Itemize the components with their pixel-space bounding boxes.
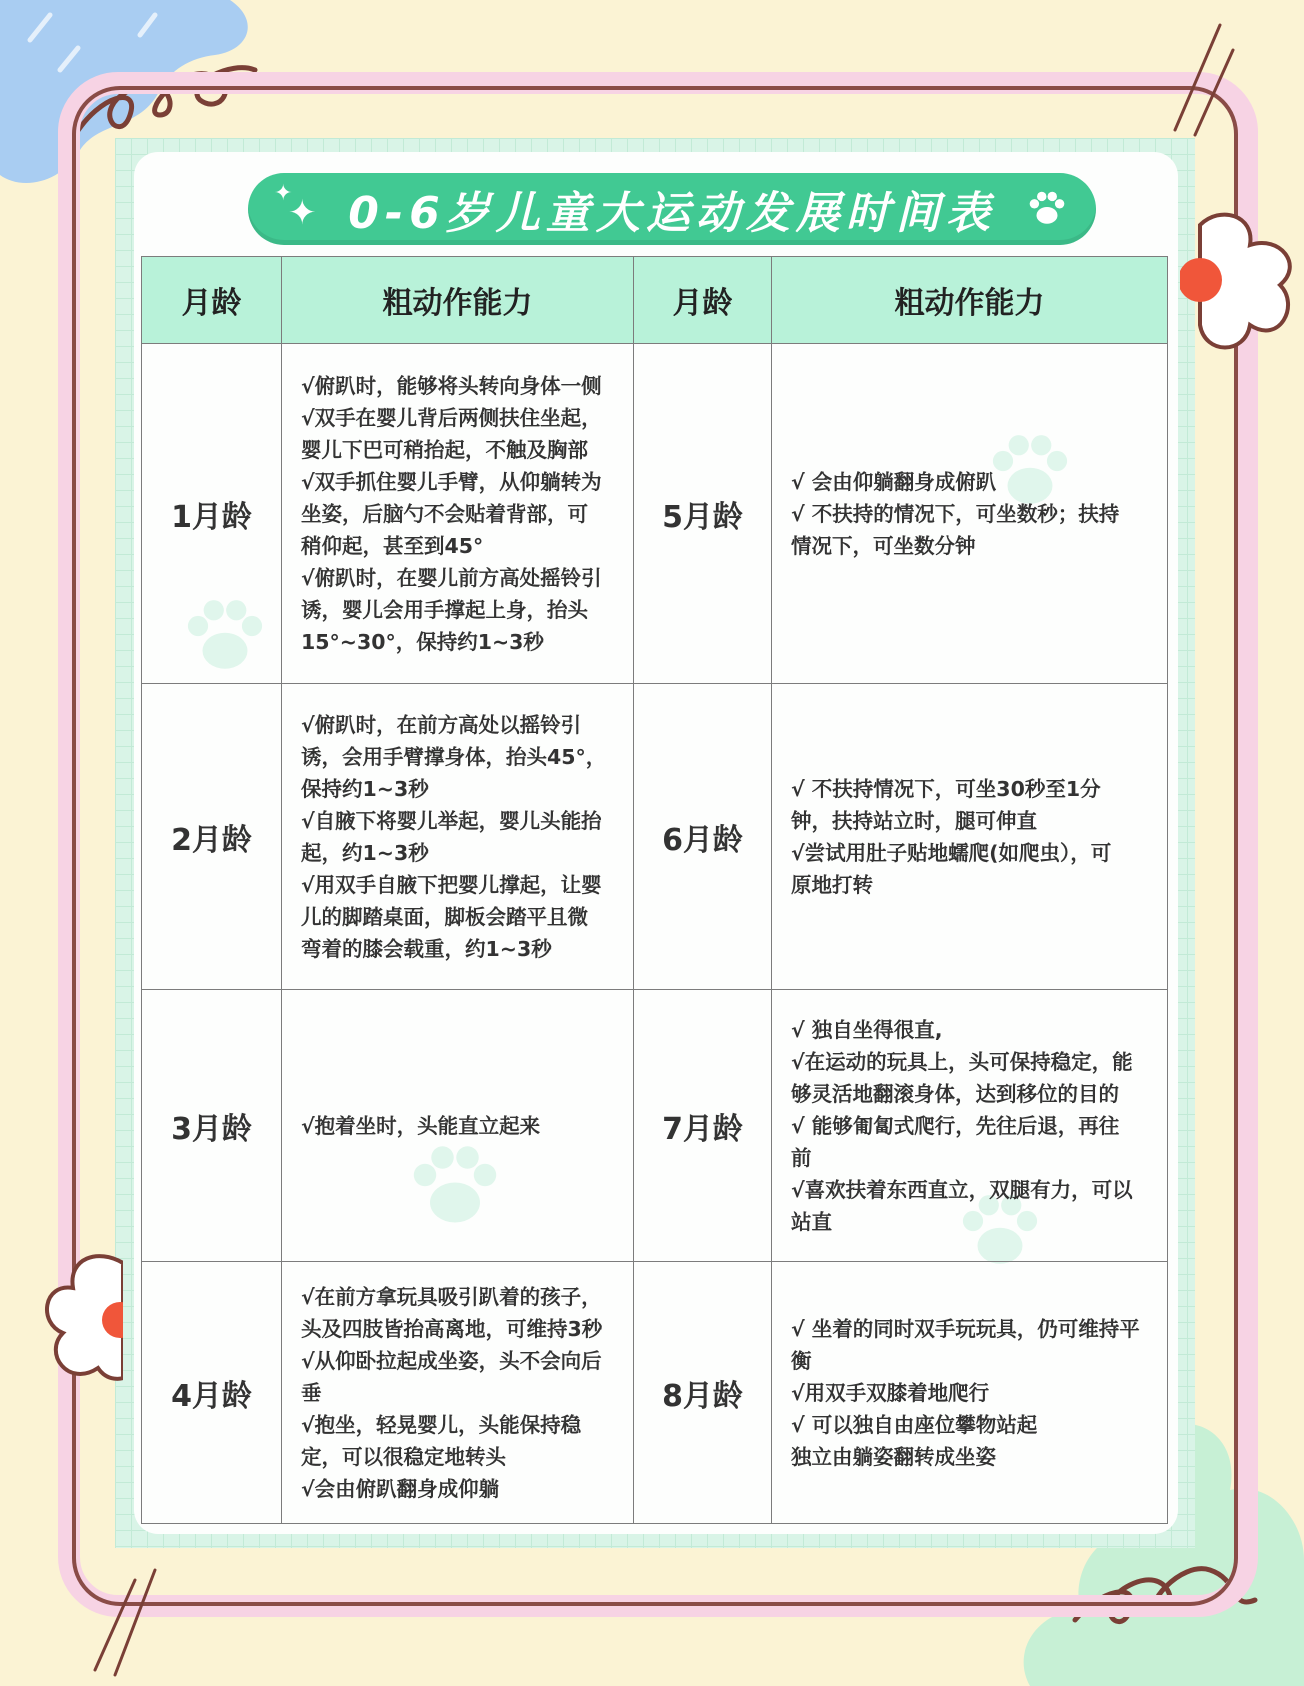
flower-icon — [1180, 205, 1304, 360]
slash-marks-decoration — [90, 1560, 160, 1680]
sparkle-icon: ✦ — [274, 181, 293, 206]
slash-marks-decoration — [1165, 20, 1235, 140]
development-table — [141, 256, 1168, 1524]
ability-line: 保持约1~3秒 — [301, 776, 429, 801]
ability-line: √用双手双膝着地爬行 — [791, 1380, 990, 1405]
ability-line: √ 会由仰躺翻身成俯趴 — [791, 469, 997, 494]
age-cell-left: 2月龄 — [142, 684, 282, 990]
sparkle-icon: ✦ — [288, 193, 317, 233]
ability-line: √俯趴时，在婴儿前方高处摇铃引 — [301, 565, 602, 590]
ability-line: √抱着坐时，头能直立起来 — [301, 1113, 541, 1138]
ability-line: 情况下，可坐数分钟 — [791, 533, 976, 558]
ability-line: √在运动的玩具上，头可保持稳定，能 — [791, 1049, 1133, 1074]
flower-icon — [38, 1248, 123, 1388]
ability-line: √用双手自腋下把婴儿撑起，让婴 — [301, 872, 602, 897]
ability-line: 独立由躺姿翻转成坐姿 — [791, 1444, 996, 1469]
ability-line: 衡 — [791, 1348, 812, 1373]
header-ability-right: 粗动作能力 — [772, 257, 1168, 344]
ability-line: √ 不扶持情况下，可坐30秒至1分 — [791, 776, 1101, 801]
ability-line: √喜欢扶着东西直立，双腿有力，可以 — [791, 1177, 1133, 1202]
ability-line: 儿的脚踏桌面，脚板会踏平且微 — [301, 904, 588, 929]
ability-line: 站直 — [791, 1209, 832, 1234]
ability-line: √自腋下将婴儿举起，婴儿头能抬 — [301, 808, 602, 833]
ability-line: 够灵活地翻滚身体，达到移位的目的 — [791, 1081, 1119, 1106]
age-cell-right: 8月龄 — [634, 1262, 772, 1524]
ability-line: √ 不扶持的情况下，可坐数秒；扶持 — [791, 501, 1120, 526]
table-row — [142, 990, 1168, 1262]
ability-line: √俯趴时，在前方高处以摇铃引 — [301, 712, 582, 737]
age-cell-left: 3月龄 — [142, 990, 282, 1262]
header-age-left: 月龄 — [142, 257, 282, 344]
header-ability-left: 粗动作能力 — [282, 257, 634, 344]
table-row — [142, 344, 1168, 684]
ability-line: √双手抓住婴儿手臂，从仰躺转为 — [301, 469, 602, 494]
age-cell-left: 1月龄 — [142, 344, 282, 684]
ability-line: 诱，会用手臂撑身体，抬头45°， — [301, 744, 607, 769]
ability-line: √ 独自坐得很直, — [791, 1017, 943, 1042]
page-title: 0-6岁儿童大运动发展时间表 — [348, 188, 996, 239]
paw-icon — [1026, 187, 1068, 229]
age-cell-right: 6月龄 — [634, 684, 772, 990]
ability-line: 15°~30°，保持约1~3秒 — [301, 629, 544, 654]
title-banner — [248, 173, 1096, 245]
ability-line: √抱坐，轻晃婴儿，头能保持稳 — [301, 1412, 582, 1437]
ability-line: √ 坐着的同时双手玩玩具，仍可维持平 — [791, 1316, 1140, 1341]
ability-line: 坐姿，后脑勺不会贴着背部，可 — [301, 501, 588, 526]
ability-line: 婴儿下巴可稍抬起，不触及胸部 — [301, 437, 588, 462]
ability-line: 原地打转 — [791, 872, 873, 897]
ability-line: 垂 — [301, 1380, 322, 1405]
ability-line: √ 可以独自由座位攀物站起 — [791, 1412, 1038, 1437]
ability-line: 钟，扶持站立时，腿可伸直 — [791, 808, 1037, 833]
header-age-right: 月龄 — [634, 257, 772, 344]
table-row — [142, 684, 1168, 990]
ability-cell-left — [282, 344, 634, 684]
ability-cell-right — [772, 684, 1168, 990]
age-cell-right: 7月龄 — [634, 990, 772, 1262]
ability-cell-right — [772, 990, 1168, 1262]
ability-cell-left — [282, 1262, 634, 1524]
ability-cell-right — [772, 1262, 1168, 1524]
ability-line: 头及四肢皆抬高离地，可维持3秒 — [301, 1316, 603, 1341]
ability-line: √从仰卧拉起成坐姿，头不会向后 — [301, 1348, 602, 1373]
ability-line: 诱，婴儿会用手撑起上身，抬头 — [301, 597, 588, 622]
ability-cell-left — [282, 990, 634, 1262]
ability-line: 稍仰起，甚至到45° — [301, 533, 484, 558]
ability-cell-left — [282, 684, 634, 990]
age-cell-left: 4月龄 — [142, 1262, 282, 1524]
ability-line: √会由俯趴翻身成仰躺 — [301, 1476, 500, 1501]
ability-cell-right — [772, 344, 1168, 684]
table-row — [142, 1262, 1168, 1524]
ability-line: 定，可以很稳定地转头 — [301, 1444, 506, 1469]
ability-line: 前 — [791, 1145, 812, 1170]
ability-line: 起，约1~3秒 — [301, 840, 429, 865]
ability-line: 弯着的膝会载重，约1~3秒 — [301, 936, 552, 961]
ability-line: √俯趴时，能够将头转向身体一侧 — [301, 373, 602, 398]
ability-line: √ 能够匍匐式爬行，先往后退，再往 — [791, 1113, 1120, 1138]
ability-line: √双手在婴儿背后两侧扶住坐起， — [301, 405, 602, 430]
ability-line: √尝试用肚子贴地蠕爬(如爬虫），可 — [791, 840, 1112, 865]
table-header-row — [142, 257, 1168, 344]
ability-line: √在前方拿玩具吸引趴着的孩子， — [301, 1284, 602, 1309]
age-cell-right: 5月龄 — [634, 344, 772, 684]
